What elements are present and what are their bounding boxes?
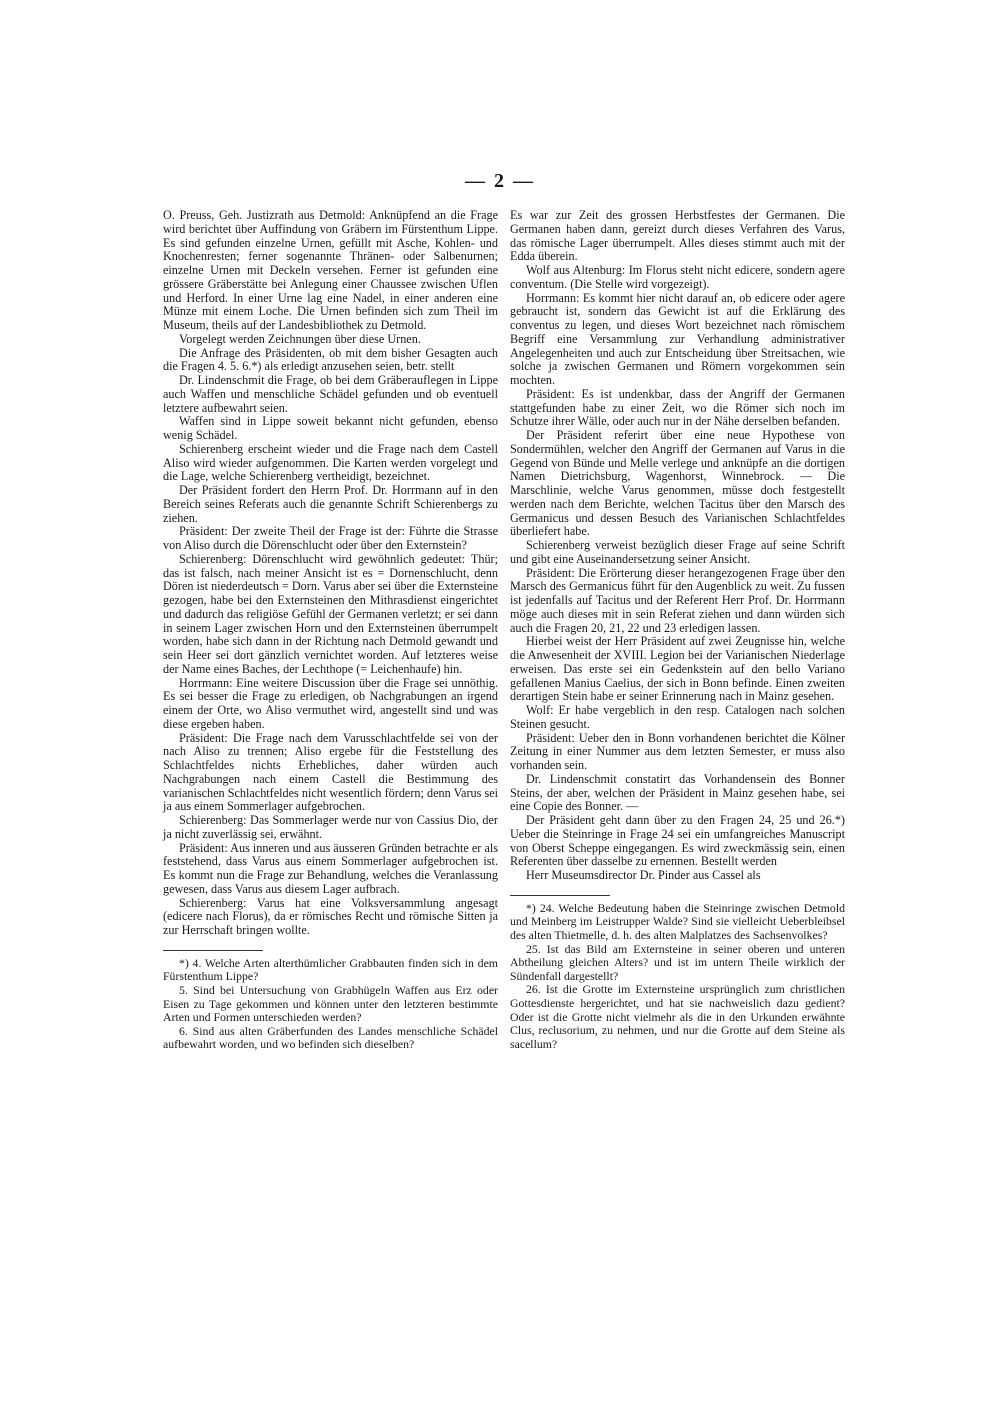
footnote: 6. Sind aus alten Gräberfunden des Landes menschliche Schädel aufbewahrt worden, und wo befinden sich dieselben? — [163, 1023, 498, 1052]
paragraph: Schierenberg verweist bezüglich dieser Frage auf seine Schrift und gibt eine Auseinandersetzung seiner Ansicht. — [510, 538, 845, 566]
footnote: *) 24. Welche Bedeutung haben die Steinringe zwischen Detmold und Meinberg im Leistrupper Walde? Sind sie vielleicht Ueberbleibsel des alten Thietmelle, d. h. des alten Malplatzes des Sachsenvolkes? — [510, 900, 845, 942]
paragraph: Der Präsident fordert den Herrn Prof. Dr. Horrmann auf in den Bereich seines Referats auch die genannte Schrift Schierenbergs zu ziehen. — [163, 483, 498, 525]
paragraph: Wolf aus Altenburg: Im Florus steht nicht edicere, sondern agere conventum. (Die Stelle wird vorgezeigt). — [510, 263, 845, 291]
paragraph: Dr. Lindenschmit constatirt das Vorhandensein des Bonner Steins, der aber, welchen der Präsident in Mainz gesehen habe, sei eine Copie des Bonner. — — [510, 771, 845, 814]
page-number: — 2 — — [465, 170, 535, 192]
paragraph: Präsident: Der zweite Theil der Frage ist der: Führte die Strasse von Aliso durch die Dörenschlucht oder über den Externstein? — [163, 524, 498, 552]
paragraph: Horrmann: Es kommt hier nicht darauf an, ob edicere oder agere gebraucht ist, sondern das Gewicht ist auf die Erklärung des conventus zu legen, und dieses Wort bezeichnet nach römischem Begriff eine Versammlung zur Verhandlung administrativer Angelegenheiten und auch zur Entscheidung über Streitsachen, wie solche ja zwischen Germanen und Römern vorgekommen sein mochten. — [510, 290, 845, 387]
paragraph: Präsident: Es ist undenkbar, dass der Angriff der Germanen stattgefunden habe zu einer Zeit, wo die Römer sich noch im Schutze ihrer Wälle, oder auch nur in der Nähe derselben befanden. — [510, 386, 845, 429]
paragraph: Schierenberg erscheint wieder und die Frage nach dem Castell Aliso wird wieder aufgenommen. Die Karten werden vorgelegt und die Lage, welche Schierenberg vertheidigt, bezeichnet. — [163, 441, 498, 484]
paragraph: O. Preuss, Geh. Justizrath aus Detmold: Anknüpfend an die Frage wird berichtet über Auffindung von Gräbern im Fürstenthum Lippe. Es sind gefunden einzelne Urnen, gefüllt mit Asche, Kohlen- und Knochenresten; ferner sogenannte Thränen- oder Salbenurnen; einzelne Urnen mit Deckeln versehen. Ferner ist gefunden eine grössere Gräberstätte bei Anlegung einer Chaussee zwischen Uflen und Herford. In einer Urne lag eine Nadel, in einer anderen eine Münze mit einem Loche. Die Urnen befinden sich zum Theil im Museum, theils auf der Landesbibliothek zu Detmold. — [163, 208, 498, 332]
paragraph: Es war zur Zeit des grossen Herbstfestes der Germanen. Die Germanen haben dann, gereizt durch dieses Verfahren des Varus, das römische Lager überrumpelt. Alles dieses stimmt auch mit der Edda überein. — [510, 208, 845, 264]
paragraph: Herr Museumsdirector Dr. Pinder aus Cassel als — [526, 868, 761, 882]
footnotes — [163, 957, 498, 1052]
paragraph: Hierbei weist der Herr Präsident auf zwei Zeugnisse hin, welche die Anwesenheit der XVIII. Legion bei der Varianischen Niederlage erweisen. Das erste sei ein Gedenkstein auf den bello Variano gefallenen Manius Caelius, der sich in Bonn befinde. Einen zweiten derartigen Stein habe er seiner Erinnerung nach in Mainz gesehen. — [510, 634, 845, 704]
footnotes — [510, 902, 845, 1052]
paragraph: Dr. Lindenschmit die Frage, ob bei dem Gräberauflegen in Lippe auch Waffen und menschliche Schädel gefunden und ob eventuell letztere aufbewahrt seien. — [163, 373, 498, 415]
paragraph: Der Präsident geht dann über zu den Fragen 24, 25 und 26.*) Ueber die Steinringe in Frage 24 sei ein umfangreiches Manuscript von Oberst Scheppe eingegangen. Es wird zweckmässig sein, einen Referenten über dasselbe zu ernennen. Bestellt werden — [510, 813, 845, 869]
footnote: *) 4. Welche Arten alterthümlicher Grabbauten finden sich in dem Fürstenthum Lippe? — [163, 955, 498, 984]
footnote-divider — [510, 895, 610, 896]
paragraph: Waffen sind in Lippe soweit bekannt nicht gefunden, ebenso wenig Schädel. — [163, 414, 498, 442]
paragraph: Vorgelegt werden Zeichnungen über diese Urnen. — [179, 331, 421, 346]
paragraph: Die Anfrage des Präsidenten, ob mit dem bisher Gesagten auch die Fragen 4. 5. 6.*) als erledigt anzusehen seien, betr. stellt — [163, 345, 498, 374]
paragraph: Schierenberg: Das Sommerlager werde nur von Cassius Dio, der ja nicht zuverlässig sei, erwähnt. — [163, 813, 498, 841]
paragraph: Präsident: Ueber den in Bonn vorhandenen berichtet die Kölner Zeitung in einer Nummer aus dem letzten Semester, er muss also vorhanden sein. — [510, 730, 845, 772]
paragraph: Präsident: Aus inneren und aus äusseren Gründen betrachte er als feststehend, dass Varus aus einem Sommerlager aufgebrochen ist. Es kommt nun die Frage zur Behandlung, welches die Veranlassung gewesen, dass Varus aus diesem Lager aufbrach. — [163, 840, 498, 896]
paragraph: Der Präsident referirt über eine neue Hypothese von Sondermühlen, welcher den Angriff der Germanen auf Varus in die Gegend von Bünde und Melle verlege und anknüpfe an die dortigen Namen Dietrichsburg, Wagenhorst, Winnebrock. — Die Marschlinie, welche Varus genommen, müsse doch festgestellt werden nach dem Berichte, welchen Tacitus über den Marsch des Germanicus und dessen Besuch des Varianischen Schlachtfeldes überliefert habe. — [510, 428, 845, 539]
footnote-divider — [163, 950, 263, 951]
right-column — [510, 209, 845, 1051]
left-column — [163, 209, 498, 1052]
paragraph: Präsident: Die Frage nach dem Varusschlachtfelde sei von der nach Aliso zu trennen; Aliso ergebe für die Feststellung des Schlachtfeldes nichts Erhebliches, daher würden auch Nachgrabungen nach einem Castell die Bestimmung des varianischen Schlachtfeldes nicht wesentlich fördern; denn Varus sei ja aus einem Sommerlager aufgebrochen. — [163, 730, 498, 814]
paragraph: Horrmann: Eine weitere Discussion über die Frage sei unnöthig. Es sei besser die Frage zu erledigen, ob Nachgrabungen an irgend einem der Orte, wo Aliso vermuthet wird, angestellt sind und was diese ergeben haben. — [163, 675, 498, 731]
paragraph: Wolf: Er habe vergeblich in den resp. Catalogen nach solchen Steinen gesucht. — [510, 703, 845, 731]
paragraph: Schierenberg: Dörenschlucht wird gewöhnlich gedeutet: Thür; das ist falsch, nach meiner Ansicht ist es = Dornenschlucht, denn Dören ist niederdeutsch = Dorn. Varus aber sei über die Externsteine gezogen, habe bei den Externsteinen den Mithrasdienst eingerichtet und dadurch das religiöse Gefühl der Germanen verletzt; er sei dann in seinem Lager zwischen Horn und den Externsteinen überrumpelt worden, habe sich dann in der Richtung nach Detmold gewandt und sein Heer sei dort gänzlich vernichtet worden. Auf letzteres weise der Name eines Baches, der Lechthope (= Leichenhaufe) hin. — [163, 551, 498, 676]
footnote: 26. Ist die Grotte im Externsteine ursprünglich zum christlichen Gottesdienste hergerichtet, und hat sie nachweislich dazu gedient? Oder ist die Grotte nicht vielmehr als die in den Urkunden erwähnte Clus, reclusorium, zu nehmen, und nur die Grotte auf dem Steine als sacellum? — [510, 982, 845, 1051]
footnote: 25. Ist das Bild am Externsteine in seiner oberen und unteren Abtheilung gleichen Alters? und ist im untern Theile wirklich der Sündenfall dargestellt? — [510, 941, 845, 983]
paragraph: Präsident: Die Erörterung dieser herangezogenen Frage über den Marsch des Germanicus führt für den Augenblick zu weit. Zu fussen ist jedenfalls auf Tacitus und der Referent Herr Prof. Dr. Horrmann möge auch dieses mit in sein Referat ziehen und dann würden sich auch die Fragen 20, 21, 22 und 23 erledigen lassen. — [510, 565, 845, 635]
paragraph: Schierenberg: Varus hat eine Volksversammlung angesagt (edicere nach Florus), da er römisches Recht und römische Sitten ja zur Herrschaft bringen wollte. — [163, 895, 498, 937]
footnote: 5. Sind bei Untersuchung von Grabhügeln Waffen aus Erz oder Eisen zu Tage gekommen und können unter den letzteren bestimmte Arten und Formen unterschieden werden? — [163, 982, 498, 1025]
